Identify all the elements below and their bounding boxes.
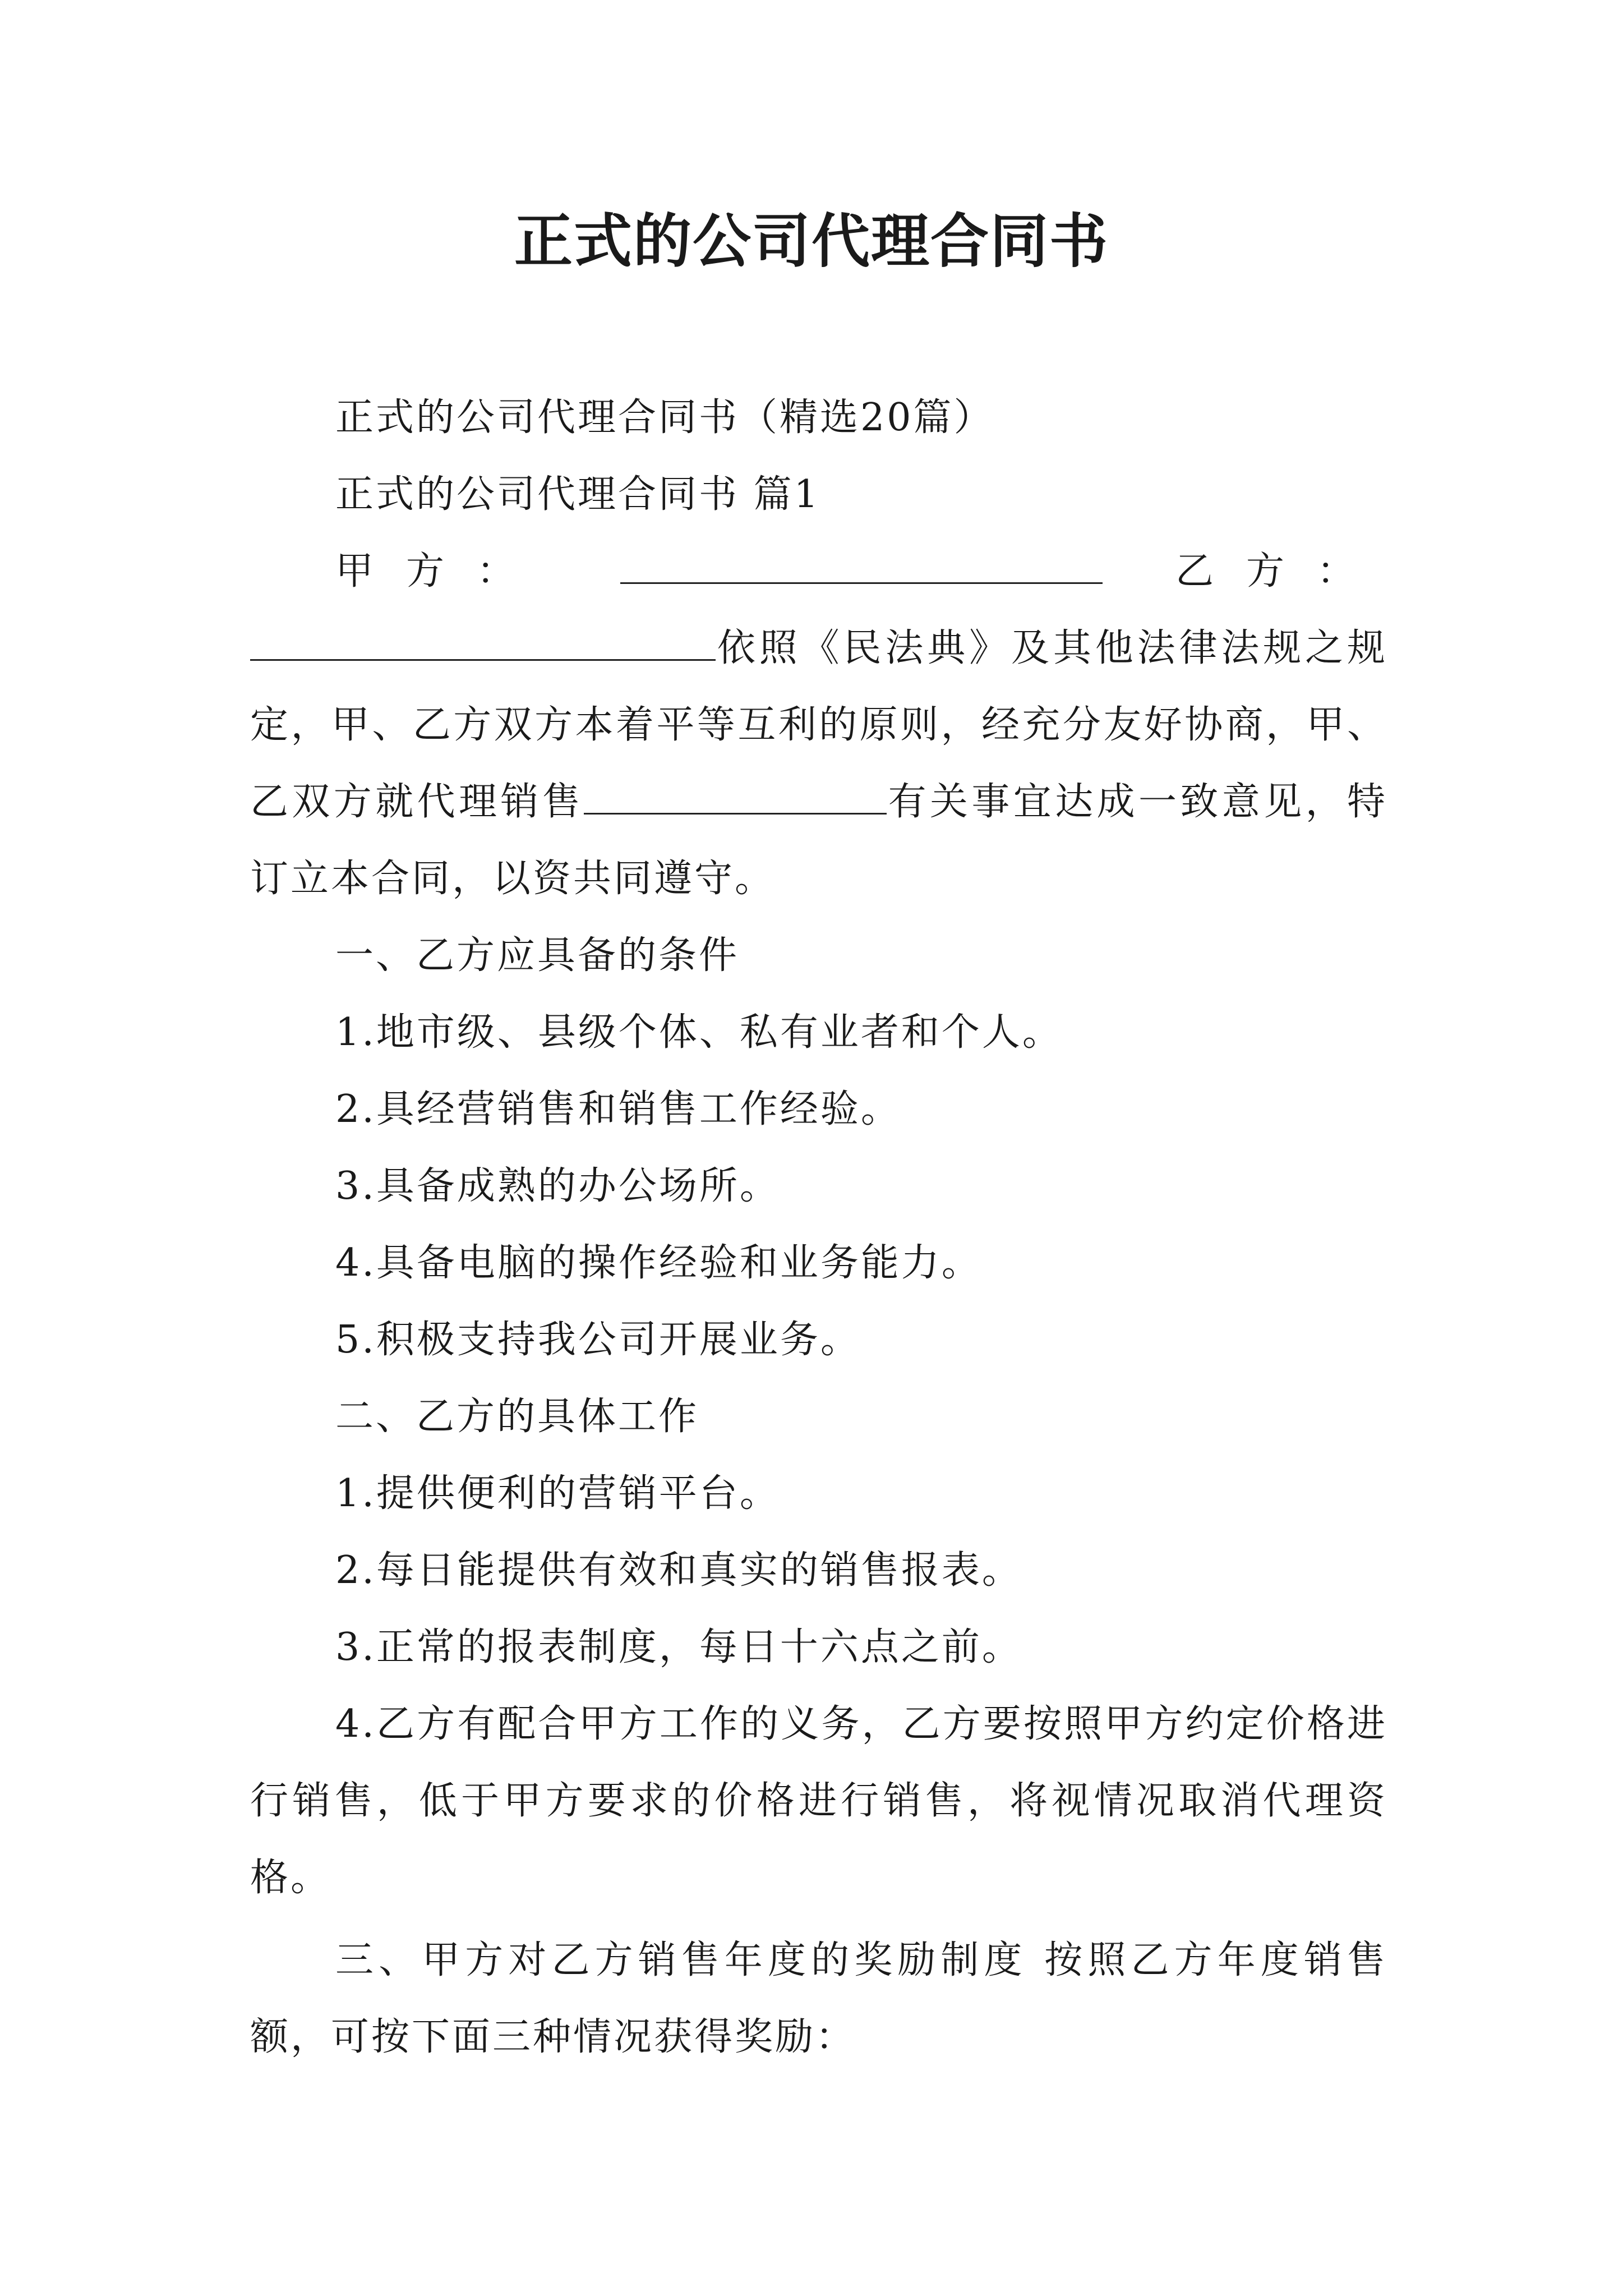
section2-item: 1.提供便利的营销平台。 xyxy=(335,1471,780,1516)
party-a-blank xyxy=(620,534,1103,584)
intro-text-part1: 依照《民法典》及其他法律法规之规定，甲、乙方双方本着平等互利的原则，经充分友好协商，甲、乙双方就代理销售 xyxy=(250,626,1387,824)
section2-heading: 二、乙方的具体工作 xyxy=(335,1395,699,1439)
section1-heading: 一、乙方应具备的条件 xyxy=(335,933,740,978)
section3-paragraph: 三、甲方对乙方销售年度的奖励制度 按照乙方年度销售额，可按下面三种情况获得奖励： xyxy=(250,1938,1387,2059)
document-title: 正式的公司代理合同书 xyxy=(514,206,1109,275)
section2-item: 3.正常的报表制度，每日十六点之前。 xyxy=(335,1625,1022,1669)
section1-item: 1.地市级、县级个体、私有业者和个人。 xyxy=(335,1010,1063,1055)
section1-item: 3.具备成熟的办公场所。 xyxy=(335,1164,780,1208)
intro-text-part2: 有关事宜达成一致意见，特订立本合同，以资共同遵守。 xyxy=(250,780,1387,901)
party-b-blank xyxy=(250,611,716,661)
document-body xyxy=(250,379,1387,2076)
section2-item: 4.乙方有配合甲方工作的义务，乙方要按照甲方约定价格进行销售，低于甲方要求的价格进行销售，将视情况取消代理资格。 xyxy=(250,1702,1387,1900)
document-subtitle: 正式的公司代理合同书（精选20篇） xyxy=(335,395,994,440)
section1-item: 4.具备电脑的操作经验和业务能力。 xyxy=(335,1241,982,1285)
section1-item: 2.具经营销售和销售工作经验。 xyxy=(335,1087,901,1131)
chapter-heading: 正式的公司代理合同书 篇1 xyxy=(335,472,820,517)
party-a-label: 甲方： xyxy=(335,549,548,593)
product-blank xyxy=(584,765,887,815)
section1-item: 5.积极支持我公司开展业务。 xyxy=(335,1318,861,1362)
section2-item: 2.每日能提供有效和真实的销售报表。 xyxy=(335,1548,1022,1593)
intro-paragraph xyxy=(250,610,1387,917)
party-line xyxy=(250,533,1387,610)
party-b-label: 乙方： xyxy=(1175,549,1387,593)
